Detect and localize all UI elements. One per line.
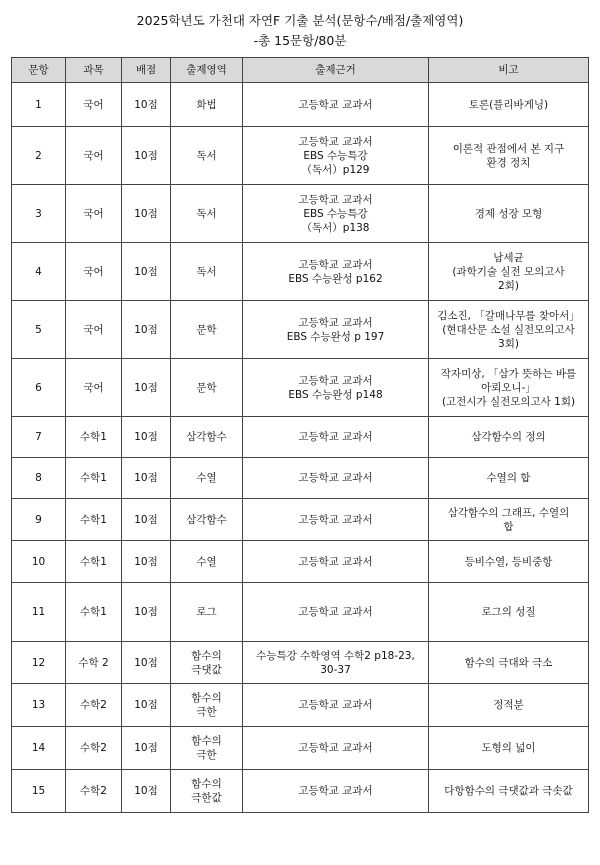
area-cell: 문학 <box>171 301 243 359</box>
table-row <box>12 499 589 541</box>
subject-cell: 수학2 <box>66 727 122 770</box>
area-cell: 로그 <box>171 583 243 642</box>
basis-cell: 수능특강 수학영역 수학2 p18-23, 30-37 <box>243 642 429 684</box>
area-cell: 독서 <box>171 243 243 301</box>
points-cell: 10점 <box>122 127 171 185</box>
remarks-cell: 함수의 극대와 극소 <box>429 642 589 684</box>
subject-cell: 수학 2 <box>66 642 122 684</box>
subject-cell: 수학1 <box>66 458 122 499</box>
basis-cell: 고등학교 교과서 <box>243 583 429 642</box>
item-number-cell: 6 <box>12 359 66 417</box>
points-cell: 10점 <box>122 185 171 243</box>
item-number-cell: 9 <box>12 499 66 541</box>
remarks-cell: 등비수열, 등비중항 <box>429 541 589 583</box>
remarks-cell: 삼각함수의 정의 <box>429 417 589 458</box>
subject-cell: 수학2 <box>66 770 122 813</box>
item-number-cell: 11 <box>12 583 66 642</box>
points-cell: 10점 <box>122 417 171 458</box>
subject-cell: 국어 <box>66 359 122 417</box>
area-cell: 수열 <box>171 541 243 583</box>
item-number-cell: 3 <box>12 185 66 243</box>
table-row <box>12 83 589 127</box>
exam-analysis-table <box>11 57 589 813</box>
area-cell: 화법 <box>171 83 243 127</box>
area-cell: 삼각함수 <box>171 417 243 458</box>
points-cell: 10점 <box>122 83 171 127</box>
basis-cell: 고등학교 교과서 EBS 수능특강 （독서）p129 <box>243 127 429 185</box>
header-basis: 출제근거 <box>243 58 429 83</box>
points-cell: 10점 <box>122 359 171 417</box>
table-row <box>12 583 589 642</box>
points-cell: 10점 <box>122 301 171 359</box>
area-cell: 독서 <box>171 185 243 243</box>
table-row <box>12 642 589 684</box>
remarks-cell: 다항함수의 극댓값과 극솟값 <box>429 770 589 813</box>
table-row <box>12 301 589 359</box>
area-cell: 함수의 극한 <box>171 727 243 770</box>
item-number-cell: 8 <box>12 458 66 499</box>
subject-cell: 국어 <box>66 185 122 243</box>
remarks-cell: 수열의 합 <box>429 458 589 499</box>
remarks-cell: 남세균 (과학기술 실전 모의고사 2회) <box>429 243 589 301</box>
header-row <box>12 58 589 83</box>
item-number-cell: 13 <box>12 684 66 727</box>
basis-cell: 고등학교 교과서 EBS 수능특강 （독서）p138 <box>243 185 429 243</box>
remarks-cell: 로그의 성질 <box>429 583 589 642</box>
points-cell: 10점 <box>122 499 171 541</box>
subject-cell: 국어 <box>66 301 122 359</box>
remarks-cell: 작자미상, 「삼가 뜻하는 바를 아뢰오니-」 (고전시가 실전모의고사 1회) <box>429 359 589 417</box>
points-cell: 10점 <box>122 770 171 813</box>
header-area: 출제영역 <box>171 58 243 83</box>
basis-cell: 고등학교 교과서 <box>243 541 429 583</box>
area-cell: 삼각함수 <box>171 499 243 541</box>
table-row <box>12 185 589 243</box>
header-item-number: 문항 <box>12 58 66 83</box>
remarks-cell: 김소진, 「갈매나무를 찾아서」 (현대산문 소설 실전모의고사 3회) <box>429 301 589 359</box>
area-cell: 함수의 극한값 <box>171 770 243 813</box>
document-title: 2025학년도 가천대 자연F 기출 분석(문항수/배점/출제영역) <box>136 13 464 28</box>
document-subtitle: -총 15문항/80분 <box>253 33 347 48</box>
item-number-cell: 12 <box>12 642 66 684</box>
basis-cell: 고등학교 교과서 <box>243 684 429 727</box>
area-cell: 문학 <box>171 359 243 417</box>
item-number-cell: 15 <box>12 770 66 813</box>
points-cell: 10점 <box>122 684 171 727</box>
points-cell: 10점 <box>122 541 171 583</box>
remarks-cell: 삼각함수의 그래프, 수열의 합 <box>429 499 589 541</box>
item-number-cell: 5 <box>12 301 66 359</box>
basis-cell: 고등학교 교과서 EBS 수능완성 p162 <box>243 243 429 301</box>
remarks-cell: 토론(플리바게닝) <box>429 83 589 127</box>
basis-cell: 고등학교 교과서 <box>243 727 429 770</box>
header-remarks: 비고 <box>429 58 589 83</box>
table-row <box>12 359 589 417</box>
area-cell: 함수의 극댓값 <box>171 642 243 684</box>
subject-cell: 수학1 <box>66 583 122 642</box>
basis-cell: 고등학교 교과서 <box>243 417 429 458</box>
table-row <box>12 243 589 301</box>
subject-cell: 국어 <box>66 243 122 301</box>
header-subject: 과목 <box>66 58 122 83</box>
area-cell: 독서 <box>171 127 243 185</box>
points-cell: 10점 <box>122 583 171 642</box>
subject-cell: 수학1 <box>66 541 122 583</box>
basis-cell: 고등학교 교과서 <box>243 458 429 499</box>
basis-cell: 고등학교 교과서 EBS 수능완성 p 197 <box>243 301 429 359</box>
area-cell: 함수의 극한 <box>171 684 243 727</box>
item-number-cell: 7 <box>12 417 66 458</box>
item-number-cell: 10 <box>12 541 66 583</box>
header-points: 배점 <box>122 58 171 83</box>
table-row <box>12 541 589 583</box>
table-row <box>12 684 589 727</box>
item-number-cell: 1 <box>12 83 66 127</box>
table-row <box>12 770 589 813</box>
table-row <box>12 417 589 458</box>
remarks-cell: 도형의 넓이 <box>429 727 589 770</box>
points-cell: 10점 <box>122 642 171 684</box>
table-row <box>12 127 589 185</box>
remarks-cell: 경제 성장 모형 <box>429 185 589 243</box>
remarks-cell: 이론적 관점에서 본 지구 환경 정치 <box>429 127 589 185</box>
item-number-cell: 14 <box>12 727 66 770</box>
basis-cell: 고등학교 교과서 <box>243 83 429 127</box>
points-cell: 10점 <box>122 727 171 770</box>
subject-cell: 수학1 <box>66 417 122 458</box>
item-number-cell: 2 <box>12 127 66 185</box>
basis-cell: 고등학교 교과서 EBS 수능완성 p148 <box>243 359 429 417</box>
basis-cell: 고등학교 교과서 <box>243 770 429 813</box>
subject-cell: 수학1 <box>66 499 122 541</box>
table-row <box>12 458 589 499</box>
remarks-cell: 정적분 <box>429 684 589 727</box>
points-cell: 10점 <box>122 458 171 499</box>
subject-cell: 수학2 <box>66 684 122 727</box>
table-row <box>12 727 589 770</box>
points-cell: 10점 <box>122 243 171 301</box>
basis-cell: 고등학교 교과서 <box>243 499 429 541</box>
item-number-cell: 4 <box>12 243 66 301</box>
subject-cell: 국어 <box>66 127 122 185</box>
area-cell: 수열 <box>171 458 243 499</box>
subject-cell: 국어 <box>66 83 122 127</box>
